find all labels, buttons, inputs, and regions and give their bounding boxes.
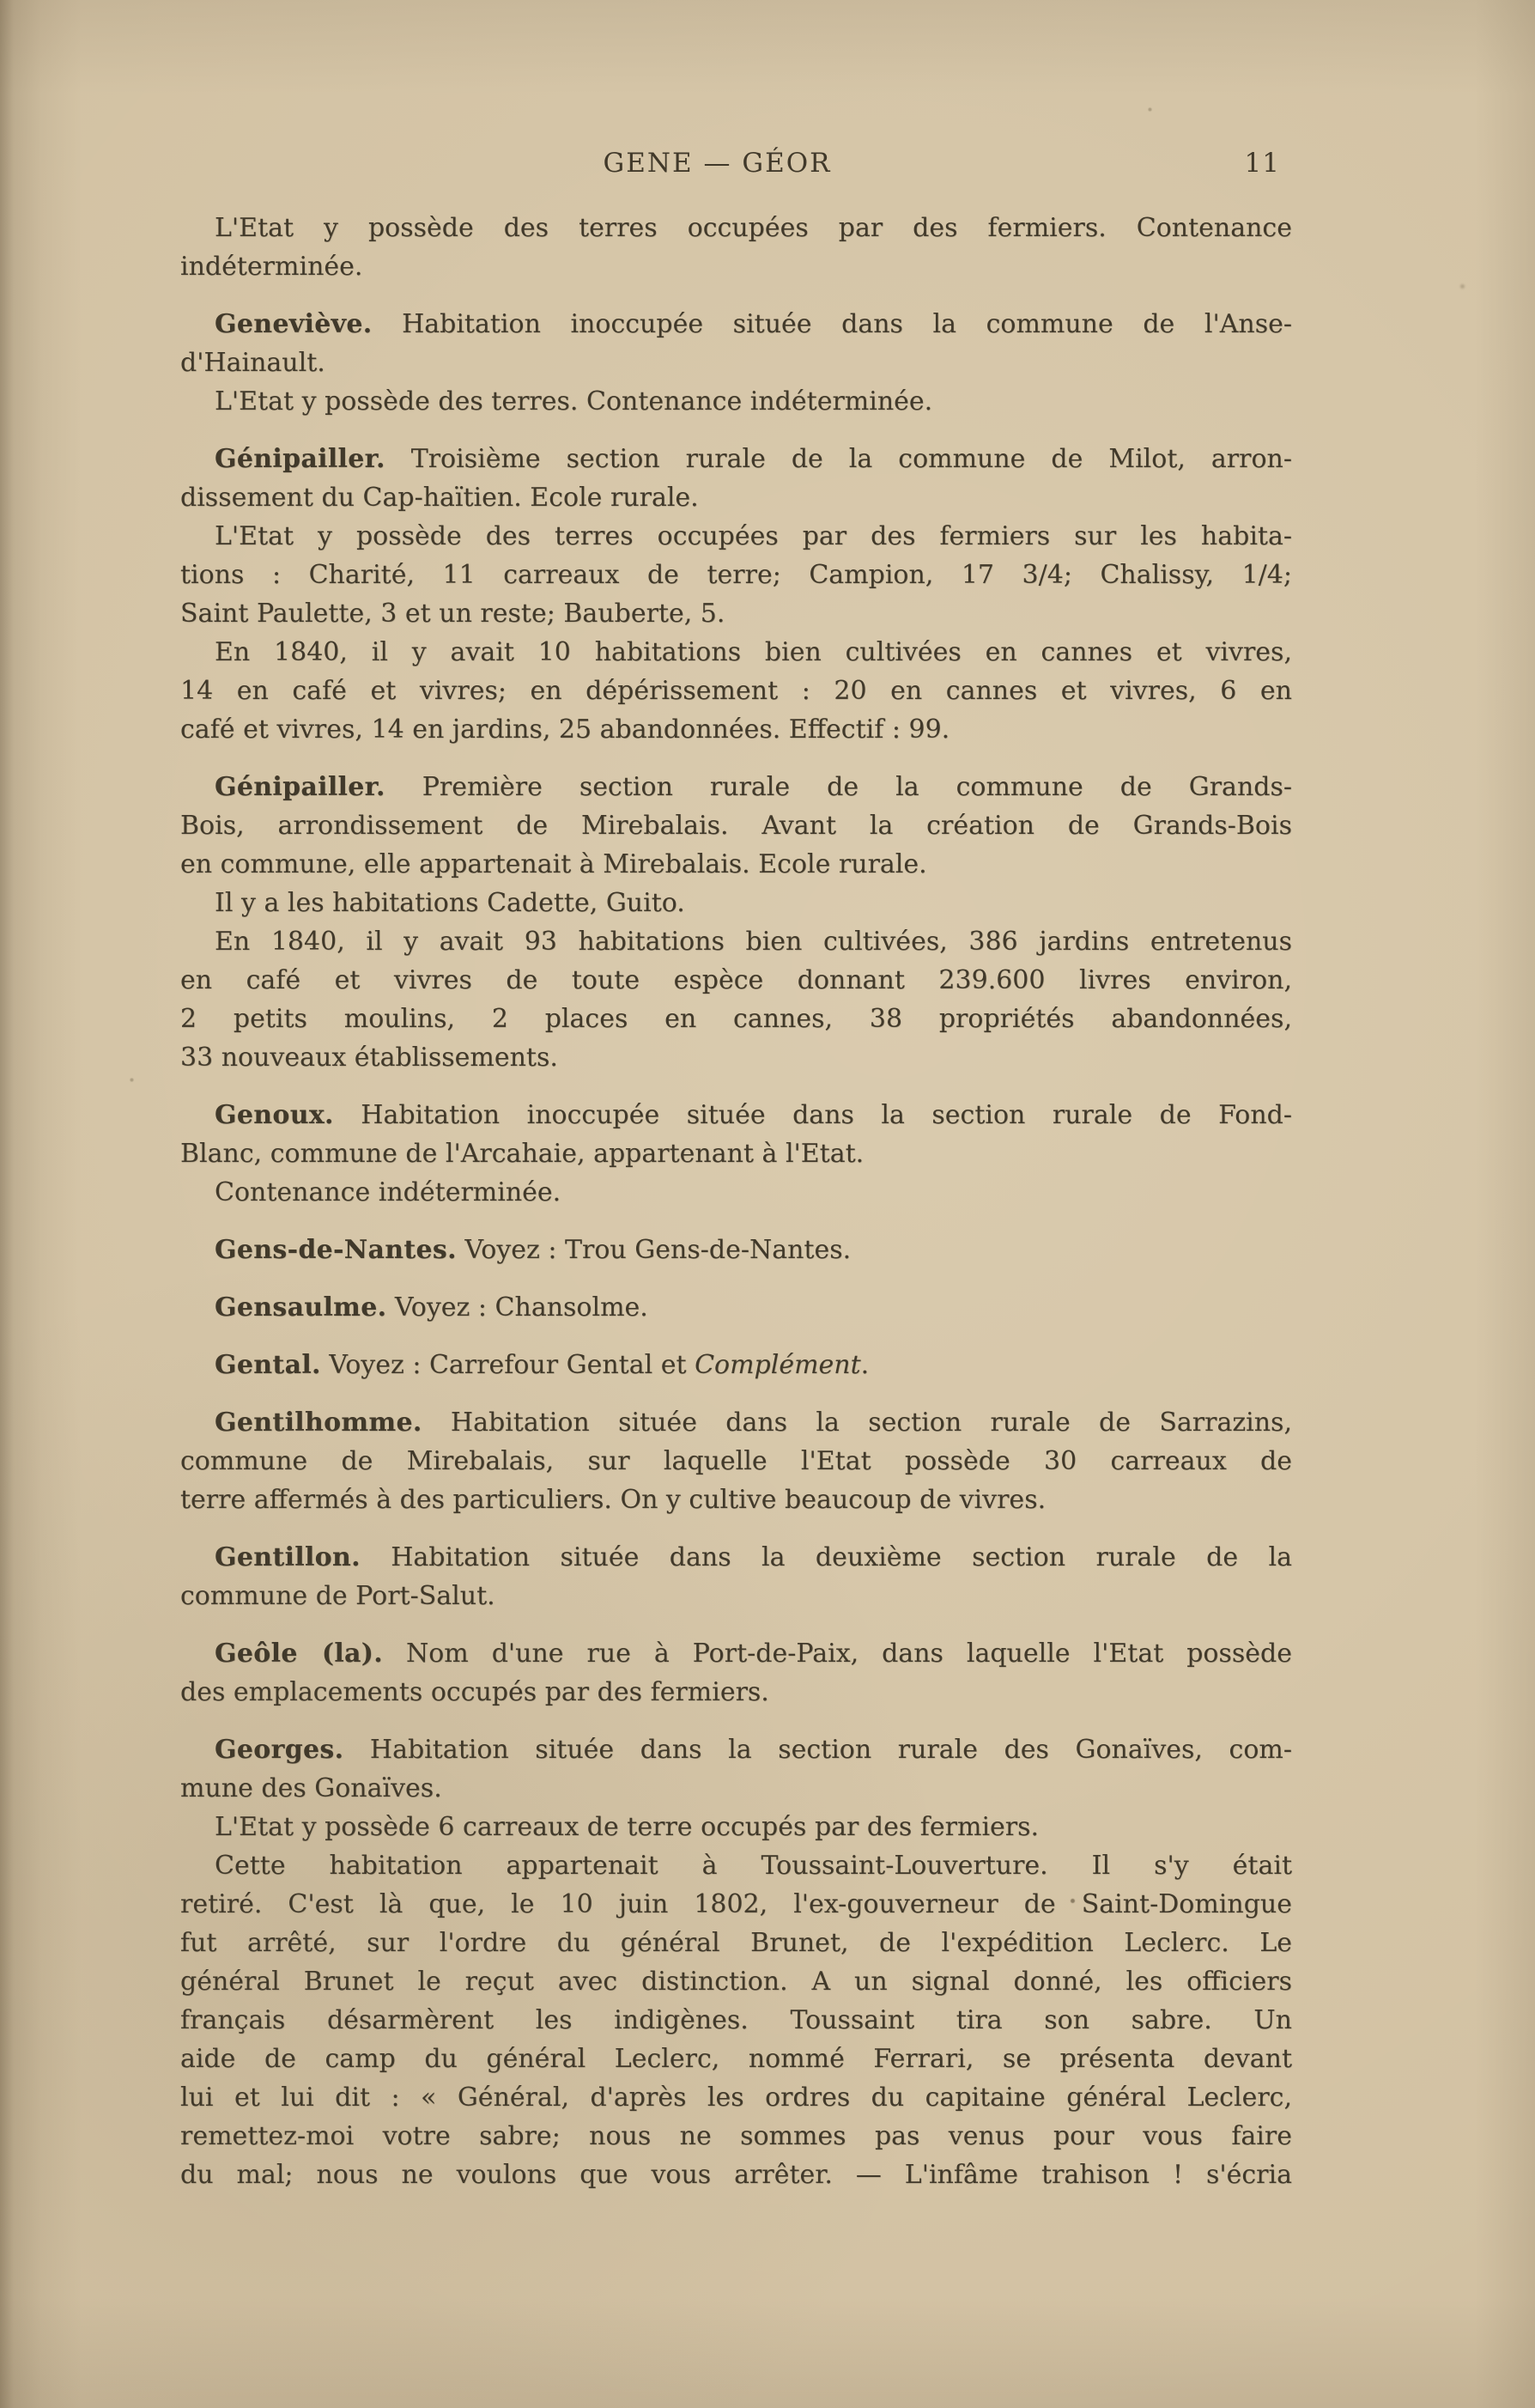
text-segment: Nom d'une rue à Port-de-Paix, dans laquelle l'Etat possède xyxy=(383,1639,1292,1669)
text-line xyxy=(180,594,1292,633)
text-line xyxy=(180,247,1292,286)
text-segment: Habitation située dans la deuxième section rurale de la xyxy=(360,1542,1292,1572)
text-line xyxy=(180,1634,1292,1673)
text-segment: général Brunet le reçut avec distinction. A un signal donné, les officiers xyxy=(180,1967,1292,1997)
paragraph xyxy=(180,382,1292,421)
running-title: GENE — GÉOR xyxy=(603,148,832,179)
entry-paragraph xyxy=(180,768,1292,884)
entry-paragraph xyxy=(180,1096,1292,1173)
text-segment: Saint Paulette, 3 et un reste; Bauberte, 5. xyxy=(180,599,725,629)
text-segment: Première section rurale de la commune de Grands- xyxy=(385,772,1292,802)
text-segment: En 1840, il y avait 10 habitations bien cultivées en cannes et vivres, xyxy=(215,637,1292,667)
paragraph xyxy=(180,209,1292,286)
text-segment: Troisième section rurale de la commune de Milot, arron- xyxy=(385,444,1292,474)
text-segment: Contenance indéterminée. xyxy=(215,1177,561,1207)
text-line xyxy=(180,1096,1292,1134)
text-segment: café et vivres, 14 en jardins, 25 abandonnées. Effectif : 99. xyxy=(180,714,950,745)
text-segment: En 1840, il y avait 93 habitations bien cultivées, 386 jardins entretenus xyxy=(215,927,1292,957)
text-segment: . xyxy=(860,1350,870,1380)
text-line xyxy=(180,1346,1292,1384)
text-segment: L'Etat y possède des terres occupées par des fermiers sur les habita- xyxy=(215,521,1292,551)
text-block xyxy=(180,209,1292,2194)
text-line xyxy=(180,2156,1292,2194)
text-segment: L'Etat y possède 6 carreaux de terre occupés par des fermiers. xyxy=(215,1812,1040,1842)
text-line xyxy=(180,1403,1292,1442)
text-line xyxy=(180,1000,1292,1038)
text-line xyxy=(180,1885,1292,1924)
paragraph xyxy=(180,1808,1292,1846)
text-segment: Voyez : Carrefour Gental et xyxy=(320,1350,695,1380)
text-segment: Voyez : Chansolme. xyxy=(386,1292,648,1323)
text-line xyxy=(180,768,1292,806)
text-segment: mune des Gonaïves. xyxy=(180,1773,442,1803)
text-line xyxy=(180,305,1292,344)
text-segment: commune de Port-Salut. xyxy=(180,1581,495,1611)
text-line xyxy=(180,382,1292,421)
text-segment: du mal; nous ne voulons que vous arrêter. — L'infâme trahison ! s'écria xyxy=(180,2160,1292,2190)
text-segment: Il y a les habitations Cadette, Guito. xyxy=(215,888,685,918)
page-header xyxy=(180,148,1292,189)
paper-specks xyxy=(0,0,3,3)
text-line xyxy=(180,1924,1292,1962)
text-segment: 33 nouveaux établissements. xyxy=(180,1043,558,1073)
text-segment: des emplacements occupés par des fermiers. xyxy=(180,1677,769,1707)
text-segment: indéterminée. xyxy=(180,252,363,282)
text-line xyxy=(180,1730,1292,1769)
text-line xyxy=(180,1173,1292,1212)
entry-term: Georges. xyxy=(215,1735,344,1765)
text-line xyxy=(180,1962,1292,2001)
text-line xyxy=(180,845,1292,884)
entry-paragraph xyxy=(180,1730,1292,1808)
entry-paragraph xyxy=(180,1634,1292,1712)
paragraph xyxy=(180,922,1292,1077)
paragraph xyxy=(180,517,1292,633)
text-segment: 14 en café et vivres; en dépérissement : 20 en cannes et vivres, 6 en xyxy=(180,676,1292,706)
text-line xyxy=(180,478,1292,517)
text-segment: tions : Charité, 11 carreaux de terre; Campion, 17 3/4; Chalissy, 1/4; xyxy=(180,560,1292,590)
text-line xyxy=(180,1134,1292,1173)
text-line xyxy=(180,806,1292,845)
entry-term: Gental. xyxy=(215,1350,321,1380)
text-line xyxy=(180,1577,1292,1615)
text-segment: en commune, elle appartenait à Mirebalais. Ecole rurale. xyxy=(180,849,927,879)
entry-term: Gens-de-Nantes. xyxy=(215,1235,457,1265)
text-line xyxy=(180,1673,1292,1712)
text-segment: Habitation inoccupée située dans la commune de l'Anse- xyxy=(372,309,1292,339)
entry-term: Gensaulme. xyxy=(215,1292,387,1323)
text-segment: L'Etat y possède des terres occupées par des fermiers. Contenance xyxy=(215,213,1292,243)
entry-paragraph xyxy=(180,1288,1292,1327)
text-segment: L'Etat y possède des terres. Contenance indéterminée. xyxy=(215,386,933,417)
text-line xyxy=(180,1769,1292,1808)
text-line xyxy=(180,440,1292,478)
text-line xyxy=(180,961,1292,1000)
text-segment: Voyez : Trou Gens-de-Nantes. xyxy=(456,1235,852,1265)
entry-paragraph xyxy=(180,1231,1292,1269)
text-line xyxy=(180,1231,1292,1269)
entry-term: Génipailler. xyxy=(215,772,385,802)
text-line xyxy=(180,517,1292,556)
text-line xyxy=(180,1481,1292,1519)
entry-paragraph xyxy=(180,1403,1292,1519)
entry-paragraph xyxy=(180,440,1292,517)
text-segment: lui et lui dit : « Général, d'après les ordres du capitaine général Leclerc, xyxy=(180,2083,1292,2113)
text-line xyxy=(180,209,1292,247)
paragraph xyxy=(180,1173,1292,1212)
text-segment: en café et vivres de toute espèce donnant 239.600 livres environ, xyxy=(180,965,1292,995)
text-segment: Habitation inoccupée située dans la section rurale de Fond- xyxy=(333,1100,1292,1130)
text-segment: Bois, arrondissement de Mirebalais. Avant la création de Grands-Bois xyxy=(180,811,1292,841)
text-segment: retiré. C'est là que, le 10 juin 1802, l'ex-gouverneur de Saint-Domingue xyxy=(180,1889,1292,1919)
entry-term: Geneviève. xyxy=(215,309,373,339)
entry-term: Génipailler. xyxy=(215,444,385,474)
entry-term: Gentilhomme. xyxy=(215,1408,422,1438)
text-segment: français désarmèrent les indigènes. Toussaint tira son sabre. Un xyxy=(180,2005,1292,2035)
text-line xyxy=(180,1442,1292,1481)
text-line xyxy=(180,2001,1292,2040)
text-segment: 2 petits moulins, 2 places en cannes, 38 propriétés abandonnées, xyxy=(180,1004,1292,1034)
text-segment: Blanc, commune de l'Arcahaie, appartenant à l'Etat. xyxy=(180,1139,865,1169)
text-line xyxy=(180,922,1292,961)
text-line xyxy=(180,1808,1292,1846)
text-line xyxy=(180,633,1292,672)
paragraph xyxy=(180,1846,1292,2194)
text-segment: dissement du Cap-haïtien. Ecole rurale. xyxy=(180,483,699,513)
paragraph xyxy=(180,633,1292,749)
text-segment: remettez-moi votre sabre; nous ne sommes pas venus pour vous faire xyxy=(180,2121,1292,2151)
text-line xyxy=(180,1538,1292,1577)
text-segment: Habitation située dans la section rurale des Gonaïves, com- xyxy=(343,1735,1292,1765)
entry-term: Gentillon. xyxy=(215,1542,361,1572)
italic-reference: Complément xyxy=(695,1350,861,1380)
text-line xyxy=(180,1038,1292,1077)
text-line xyxy=(180,2117,1292,2156)
text-segment: commune de Mirebalais, sur laquelle l'Etat possède 30 carreaux de xyxy=(180,1446,1292,1476)
page-number: 11 xyxy=(1244,148,1280,179)
text-line xyxy=(180,884,1292,922)
text-segment: terre affermés à des particuliers. On y cultive beaucoup de vivres. xyxy=(180,1485,1047,1515)
text-line xyxy=(180,1846,1292,1885)
text-segment: Habitation située dans la section rurale de Sarrazins, xyxy=(422,1408,1292,1438)
text-line xyxy=(180,2040,1292,2078)
text-line xyxy=(180,710,1292,749)
text-line xyxy=(180,1288,1292,1327)
text-line xyxy=(180,2078,1292,2117)
entry-paragraph xyxy=(180,305,1292,382)
text-line xyxy=(180,672,1292,710)
entry-paragraph xyxy=(180,1346,1292,1384)
text-line xyxy=(180,556,1292,594)
entry-term: Geôle (la). xyxy=(215,1639,384,1669)
text-segment: Cette habitation appartenait à Toussaint-Louverture. Il s'y était xyxy=(215,1851,1292,1881)
text-segment: aide de camp du général Leclerc, nommé Ferrari, se présenta devant xyxy=(180,2044,1292,2074)
paragraph xyxy=(180,884,1292,922)
entry-paragraph xyxy=(180,1538,1292,1615)
text-segment: d'Hainault. xyxy=(180,348,325,378)
text-line xyxy=(180,344,1292,382)
entry-term: Genoux. xyxy=(215,1100,334,1130)
text-segment: fut arrêté, sur l'ordre du général Brunet, de l'expédition Leclerc. Le xyxy=(180,1928,1292,1958)
